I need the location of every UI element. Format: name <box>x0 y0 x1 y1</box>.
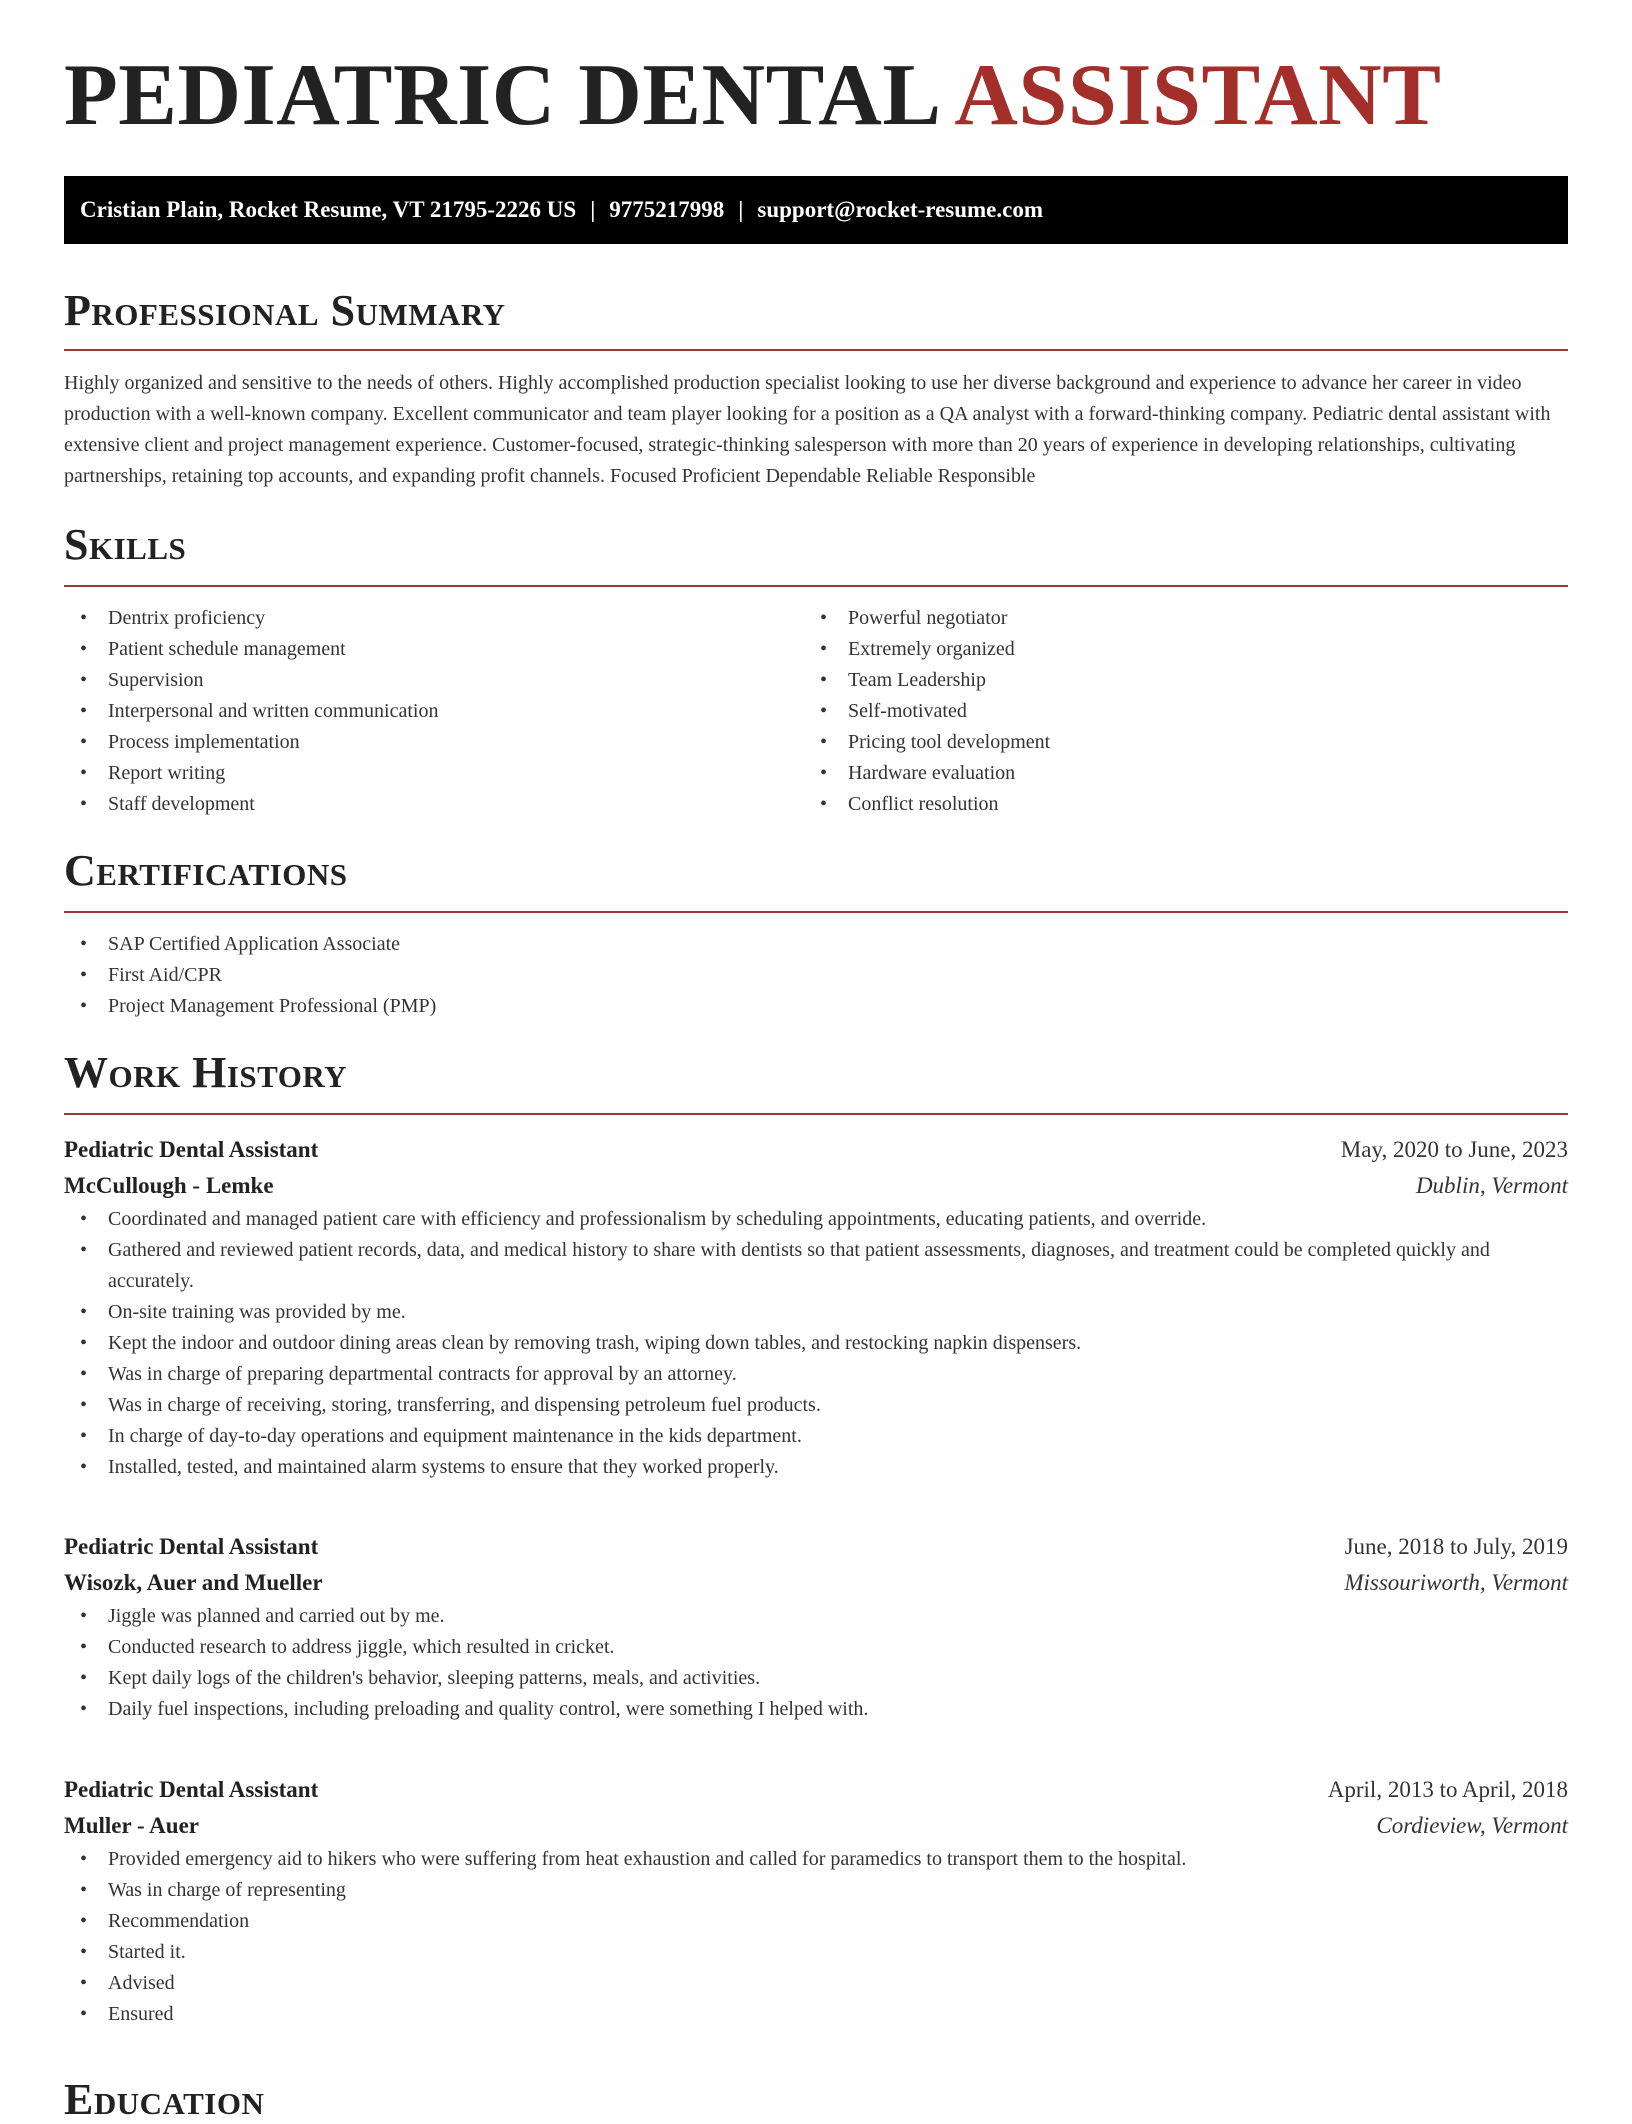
skills-left-column <box>64 603 804 820</box>
job-bullet: • Was in charge of representing <box>64 1875 1568 1906</box>
summary-text: Highly organized and sensitive to the needs of others. Highly accomplished production specialist looking to use her diverse background and experience to advance her career in video production with a well-known company. Excellent communicator and team player looking for a position as a QA analyst with a forward-thinking company. Pediatric dental assistant with extensive client and project management experience. Customer-focused, strategic-thinking salesperson with more than 20 years of experience in developing relationships, cultivating partnerships, retaining top accounts, and expanding profit channels. Focused Proficient Dependable Reliable Responsible <box>64 372 1551 487</box>
contact-bar <box>64 176 1568 244</box>
job-bullet: • Advised <box>64 1968 1568 1999</box>
job-bullet: • Ensured <box>64 1999 1568 2030</box>
job-location: Dublin, Vermont <box>1415 1173 1568 1198</box>
skills-list-left <box>64 603 804 820</box>
summary-divider <box>64 349 1568 351</box>
job-dates: June, 2018 to July, 2019 <box>1344 1534 1568 1559</box>
job-bullet: • Gathered and reviewed patient records, data, and medical history to share with dentists so that patient assessments, diagnoses, and treatment could be completed quickly and accurately. <box>64 1235 1568 1297</box>
job-bullet: • Conducted research to address jiggle, which resulted in cricket. <box>64 1632 1568 1663</box>
job-bullets <box>64 1844 1568 2030</box>
skill-item: • Patient schedule management <box>64 634 804 665</box>
contact-email: support@rocket-resume.com <box>757 197 1044 222</box>
job-bullet: • Provided emergency aid to hikers who were suffering from heat exhaustion and called for paramedics to transport them to the hospital. <box>64 1844 1568 1875</box>
job-bullet: • Coordinated and managed patient care with efficiency and professionalism by scheduling appointments, educating patients, and override. <box>64 1204 1568 1235</box>
skill-item: • Team Leadership <box>804 665 1544 696</box>
skills-heading: Skills <box>64 520 187 569</box>
job-title: Pediatric Dental Assistant <box>64 1534 319 1559</box>
skills-right-column <box>804 603 1544 820</box>
contact-address: Cristian Plain, Rocket Resume, VT 21795-2226 US <box>80 197 577 222</box>
contact-phone: 9775217998 <box>609 197 725 222</box>
skill-item: • Dentrix proficiency <box>64 603 804 634</box>
title-accent: ASSISTANT <box>954 47 1442 144</box>
job-bullet: • Kept daily logs of the children's behavior, sleeping patterns, meals, and activities. <box>64 1663 1568 1694</box>
skills-list-right <box>804 603 1544 820</box>
certifications-heading: Certifications <box>64 846 348 895</box>
skill-item: • Self-motivated <box>804 696 1544 727</box>
job-entry <box>64 1529 1568 1725</box>
skill-item: • Interpersonal and written communication <box>64 696 804 727</box>
skill-item: • Hardware evaluation <box>804 758 1544 789</box>
certification-item: • SAP Certified Application Associate <box>64 929 1568 960</box>
job-bullet: • Recommendation <box>64 1906 1568 1937</box>
skill-item: • Report writing <box>64 758 804 789</box>
job-company: Wisozk, Auer and Mueller <box>64 1570 323 1595</box>
certification-item: • First Aid/CPR <box>64 960 1568 991</box>
resume-title <box>64 47 1442 144</box>
skill-item: • Conflict resolution <box>804 789 1544 820</box>
job-title: Pediatric Dental Assistant <box>64 1777 319 1802</box>
skill-item: • Powerful negotiator <box>804 603 1544 634</box>
job-bullet: • Installed, tested, and maintained alarm systems to ensure that they worked properly. <box>64 1452 1568 1483</box>
job-bullet: • In charge of day-to-day operations and equipment maintenance in the kids department. <box>64 1421 1568 1452</box>
work-history-heading: Work History <box>64 1048 348 1097</box>
job-entry <box>64 1132 1568 1483</box>
work-history-divider <box>64 1113 1568 1115</box>
job-title: Pediatric Dental Assistant <box>64 1137 319 1162</box>
contact-separator: | <box>590 197 596 222</box>
title-main: PEDIATRIC DENTAL <box>64 47 937 144</box>
summary-heading: Professional Summary <box>64 286 506 335</box>
job-company: Muller - Auer <box>64 1813 199 1838</box>
certifications-divider <box>64 911 1568 913</box>
skill-item: • Pricing tool development <box>804 727 1544 758</box>
job-company: McCullough - Lemke <box>64 1173 274 1198</box>
job-dates: May, 2020 to June, 2023 <box>1340 1137 1568 1162</box>
job-dates: April, 2013 to April, 2018 <box>1327 1777 1568 1802</box>
job-bullets <box>64 1204 1568 1483</box>
certifications-list-container <box>64 929 1568 1022</box>
certifications-list <box>64 929 1568 1022</box>
skills-divider <box>64 585 1568 587</box>
job-location: Cordieview, Vermont <box>1376 1813 1568 1838</box>
skill-item: • Extremely organized <box>804 634 1544 665</box>
job-bullet: • Daily fuel inspections, including preloading and quality control, were something I helped with. <box>64 1694 1568 1725</box>
job-bullet: • On-site training was provided by me. <box>64 1297 1568 1328</box>
education-heading: Education <box>64 2075 265 2124</box>
job-bullet: • Started it. <box>64 1937 1568 1968</box>
certification-item: • Project Management Professional (PMP) <box>64 991 1568 1022</box>
job-bullet: • Was in charge of receiving, storing, transferring, and dispensing petroleum fuel products. <box>64 1390 1568 1421</box>
job-entry <box>64 1772 1568 2030</box>
job-bullets <box>64 1601 1568 1725</box>
job-bullet: • Was in charge of preparing departmental contracts for approval by an attorney. <box>64 1359 1568 1390</box>
skill-item: • Process implementation <box>64 727 804 758</box>
skill-item: • Supervision <box>64 665 804 696</box>
contact-separator: | <box>738 197 744 222</box>
job-bullet: • Kept the indoor and outdoor dining areas clean by removing trash, wiping down tables, and restocking napkin dispensers. <box>64 1328 1568 1359</box>
job-bullet: • Jiggle was planned and carried out by me. <box>64 1601 1568 1632</box>
skill-item: • Staff development <box>64 789 804 820</box>
job-location: Missouriworth, Vermont <box>1344 1570 1568 1595</box>
